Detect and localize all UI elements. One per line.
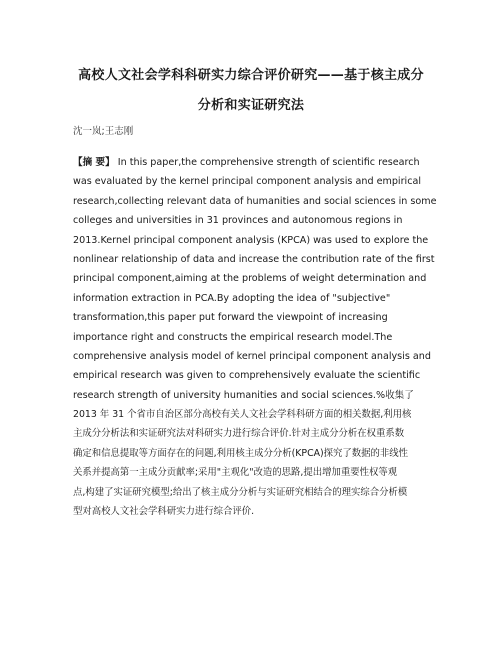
- abstract-line: colleges and universities in 31 provinces and autonomous regions in: [73, 215, 403, 227]
- abstract-line: importance right and constructs the empirical research model.The: [73, 331, 393, 343]
- abstract-line: comprehensive analysis model of kernel principal component analysis and: [73, 350, 431, 362]
- paper-authors: 沈一岚;王志刚: [73, 126, 134, 137]
- abstract-line: 型对高校人文社会学科研实力进行综合评价.: [73, 506, 255, 518]
- abstract-line: principal component,aiming at the problems of weight determination and: [73, 273, 427, 285]
- abstract-block: [73, 153, 441, 521]
- abstract-line: information extraction in PCA.By adopting the idea of "subjective": [73, 292, 391, 304]
- paper-title-line-1: 高校人文社会学科科研实力综合评价研究——基于核主成分: [78, 68, 424, 83]
- abstract-line: 2013 年 31 个省市自治区部分高校有关人文社会学科科研方面的相关数据,利用核: [73, 409, 412, 421]
- abstract-line: research strength of university humanities and social sciences.%收集了: [73, 389, 414, 401]
- abstract-line: empirical research was given to comprehensively evaluate the scientific: [73, 370, 421, 382]
- abstract-line: transformation,this paper put forward the viewpoint of increasing: [73, 312, 388, 324]
- abstract-line: 确定和信息提取等方面存在的问题,利用核主成分分析(KPCA)探究了数据的非线性: [73, 447, 409, 459]
- abstract-line: 主成分分析法和实证研究法对科研实力进行综合评价.针对主成分分析在权重系数: [73, 428, 405, 440]
- abstract-label: 【摘 要】: [73, 157, 115, 168]
- abstract-line: 关系并提高第一主成分贡献率;采用"主观化"改造的思路,提出增加重要性权等观: [73, 467, 398, 479]
- abstract-line: was evaluated by the kernel principal component analysis and empirical: [73, 176, 422, 188]
- abstract-line: nonlinear relationship of data and increase the contribution rate of the first: [73, 253, 435, 265]
- abstract-line: 点,构建了实证研究模型;给出了核主成分分析与实证研究相结合的理实综合分析模: [73, 486, 408, 498]
- abstract-line: research,collecting relevant data of humanities and social sciences in some: [73, 195, 437, 207]
- abstract-line: [73, 153, 441, 172]
- paper-title-line-2: 分析和实证研究法: [197, 98, 305, 113]
- abstract-text: In this paper,the comprehensive strength of scientific research: [117, 157, 420, 168]
- abstract-line: 2013.Kernel principal component analysis (KPCA) was used to explore the: [73, 234, 429, 246]
